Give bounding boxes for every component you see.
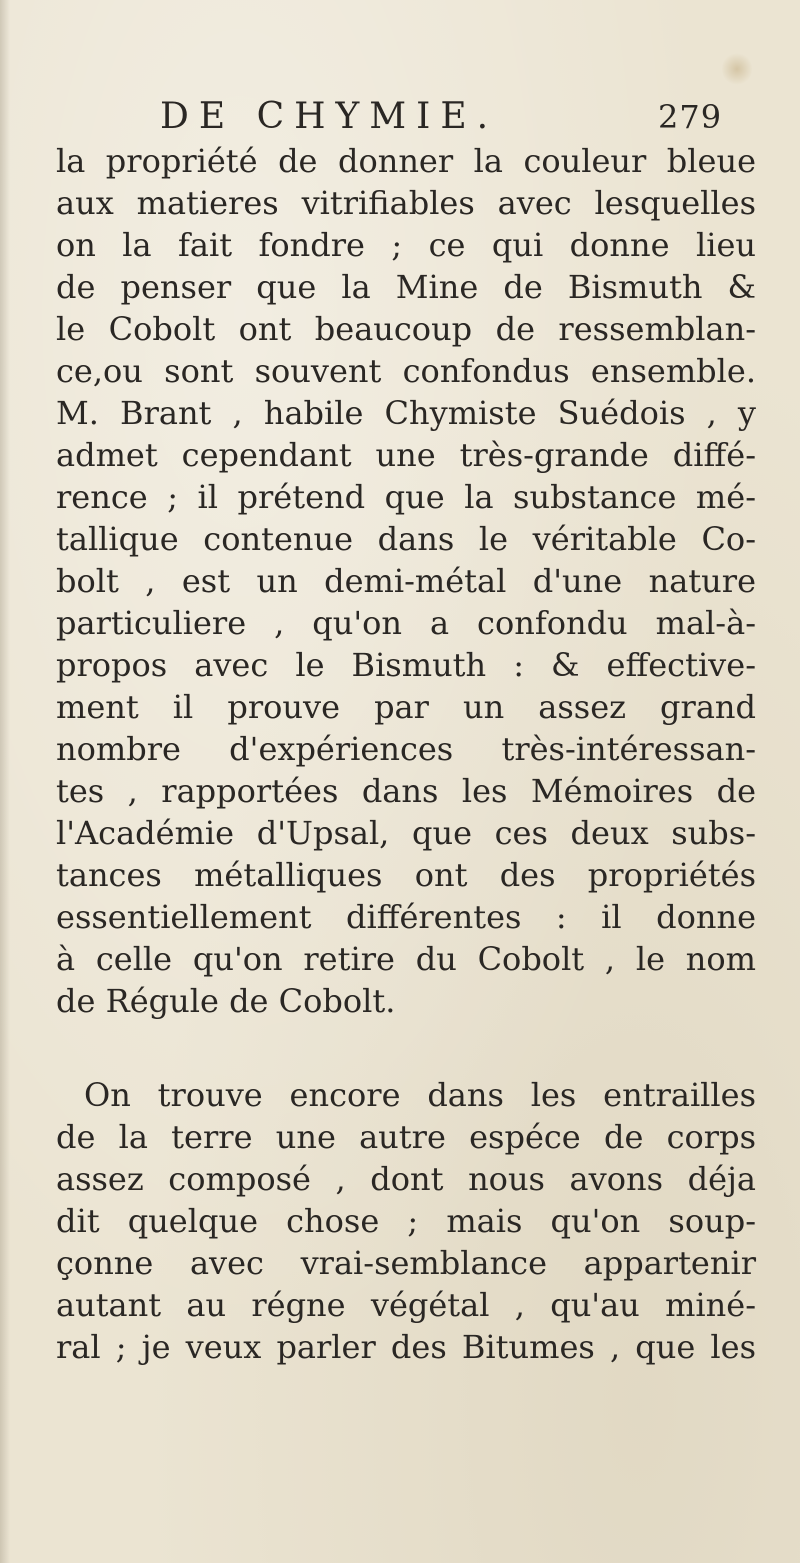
text-line: çonne avec vrai-semblance appartenir [56,1244,756,1282]
text-line: ral ; je veux parler des Bitumes , que les [56,1328,756,1366]
text-line: l'Académie d'Upsal, que ces deux subs- [56,814,756,852]
text-line: nombre d'expériences très-intéressan- [56,730,756,768]
page-number: 279 [658,98,723,136]
text-line: propos avec le Bismuth : & effective- [56,646,756,684]
paragraph-1 [56,140,756,1022]
text-line: le Cobolt ont beaucoup de ressemblan- [56,310,756,348]
text-line: la propriété de donner la couleur bleue [56,142,756,180]
text-line: assez composé , dont nous avons déja [56,1160,756,1198]
paragraph-gap [56,1022,756,1074]
text-line: rence ; il prétend que la substance mé- [56,478,756,516]
text-line: tances métalliques ont des propriétés [56,856,756,894]
text-line: à celle qu'on retire du Cobolt , le nom [56,940,756,978]
paragraph-2 [56,1074,756,1368]
text-line: On trouve encore dans les entrailles [84,1076,756,1114]
text-line: aux matieres vitrifiables avec lesquelles [56,184,756,222]
text-line: admet cependant une très-grande diffé- [56,436,756,474]
text-line: autant au régne végétal , qu'au miné- [56,1286,756,1324]
text-line: bolt , est un demi-métal d'une nature [56,562,756,600]
text-line: M. Brant , habile Chymiste Suédois , y [56,394,756,432]
page-edge-shadow [0,0,10,1563]
text-line: dit quelque chose ; mais qu'on soup- [56,1202,756,1240]
body-text [56,140,756,1368]
text-line: on la fait fondre ; ce qui donne lieu [56,226,756,264]
text-line: particuliere , qu'on a confondu mal-à- [56,604,756,642]
text-line: ment il prouve par un assez grand [56,688,756,726]
paper-stain [722,52,752,86]
text-line: tes , rapportées dans les Mémoires de [56,772,756,810]
text-line: ce,ou sont souvent confondus ensemble. [56,352,756,390]
text-line: essentiellement différentes : il donne [56,898,756,936]
running-title: DE CHYMIE. [160,96,499,137]
text-line: tallique contenue dans le véritable Co- [56,520,756,558]
text-line: de penser que la Mine de Bismuth & [56,268,756,306]
running-header [0,94,800,144]
text-line: de Régule de Cobolt. [56,982,396,1020]
text-line: de la terre une autre espéce de corps [56,1118,756,1156]
